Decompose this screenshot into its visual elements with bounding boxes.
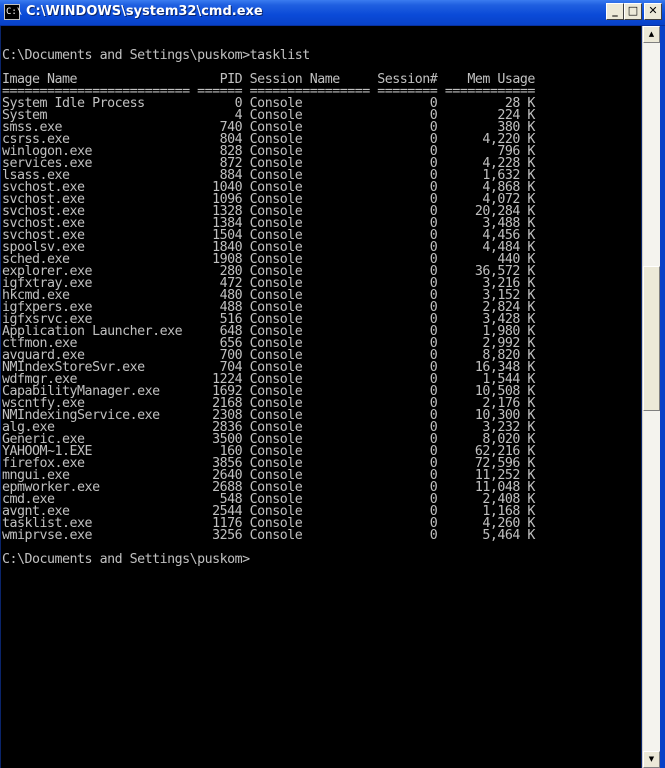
console-line: CapabilityManager.exe 1692 Console 0 10,508 K [2, 384, 535, 399]
title-bar[interactable] [0, 0, 665, 26]
console-line: firefox.exe 3856 Console 0 72,596 K [2, 456, 535, 471]
console-line: spoolsv.exe 1840 Console 0 4,484 K [2, 240, 535, 255]
console-line: svchost.exe 1040 Console 0 4,868 K [2, 180, 535, 195]
console-line: ========================= ====== ================ ======== ============ [2, 84, 535, 99]
console-line: wdfmgr.exe 1224 Console 0 1,544 K [2, 372, 535, 387]
console-line: Image Name PID Session Name Session# Mem Usage [2, 72, 535, 87]
console-area[interactable] [1, 26, 641, 768]
console-line: csrss.exe 804 Console 0 4,220 K [2, 132, 535, 147]
console-line: avgnt.exe 2544 Console 0 1,168 K [2, 504, 535, 519]
console-line: epmworker.exe 2688 Console 0 11,048 K [2, 480, 535, 495]
console-line: svchost.exe 1504 Console 0 4,456 K [2, 228, 535, 243]
window-border [660, 26, 665, 768]
maximize-button[interactable]: □ [624, 3, 642, 20]
close-button[interactable]: ✕ [644, 3, 662, 20]
window-title: C:\WINDOWS\system32\cmd.exe [26, 4, 263, 19]
console-line: wscntfy.exe 2168 Console 0 2,176 K [2, 396, 535, 411]
console-line: lsass.exe 884 Console 0 1,632 K [2, 168, 535, 183]
console-line: svchost.exe 1328 Console 0 20,284 K [2, 204, 535, 219]
console-line: explorer.exe 280 Console 0 36,572 K [2, 264, 535, 279]
console-line: hkcmd.exe 480 Console 0 3,152 K [2, 288, 535, 303]
scroll-up-button[interactable]: ▲ [643, 26, 660, 43]
console-line: smss.exe 740 Console 0 380 K [2, 120, 535, 135]
vertical-scrollbar[interactable] [642, 26, 660, 768]
console-line: C:\Documents and Settings\puskom>tasklist [2, 48, 310, 63]
console-line: winlogon.exe 828 Console 0 796 K [2, 144, 535, 159]
console-line: services.exe 872 Console 0 4,228 K [2, 156, 535, 171]
console-output [2, 38, 535, 566]
console-line: igfxsrvc.exe 516 Console 0 3,428 K [2, 312, 535, 327]
scroll-down-button[interactable]: ▼ [643, 751, 660, 768]
console-line: Application Launcher.exe 648 Console 0 1,980 K [2, 324, 535, 339]
console-line: System 4 Console 0 224 K [2, 108, 535, 123]
console-line: avguard.exe 700 Console 0 8,820 K [2, 348, 535, 363]
minimize-button[interactable]: _ [606, 3, 624, 20]
console-line: System Idle Process 0 Console 0 28 K [2, 96, 535, 111]
console-line: YAHOOM~1.EXE 160 Console 0 62,216 K [2, 444, 535, 459]
console-line: sched.exe 1908 Console 0 440 K [2, 252, 535, 267]
cmd-app-icon[interactable]: C:\ [4, 4, 20, 20]
console-line: C:\Documents and Settings\puskom> [2, 552, 250, 567]
console-line: igfxtray.exe 472 Console 0 3,216 K [2, 276, 535, 291]
console-line: alg.exe 2836 Console 0 3,232 K [2, 420, 535, 435]
console-line: svchost.exe 1096 Console 0 4,072 K [2, 192, 535, 207]
console-line: wmiprvse.exe 3256 Console 0 5,464 K [2, 528, 535, 543]
scroll-thumb[interactable] [643, 266, 660, 411]
console-line: igfxpers.exe 488 Console 0 2,824 K [2, 300, 535, 315]
console-line: mngui.exe 2640 Console 0 11,252 K [2, 468, 535, 483]
console-line: NMIndexingService.exe 2308 Console 0 10,300 K [2, 408, 535, 423]
console-line: Generic.exe 3500 Console 0 8,020 K [2, 432, 535, 447]
console-line: NMIndexStoreSvr.exe 704 Console 0 16,348 K [2, 360, 535, 375]
console-line: svchost.exe 1384 Console 0 3,488 K [2, 216, 535, 231]
console-line: cmd.exe 548 Console 0 2,408 K [2, 492, 535, 507]
console-line: tasklist.exe 1176 Console 0 4,260 K [2, 516, 535, 531]
console-line: ctfmon.exe 656 Console 0 2,992 K [2, 336, 535, 351]
